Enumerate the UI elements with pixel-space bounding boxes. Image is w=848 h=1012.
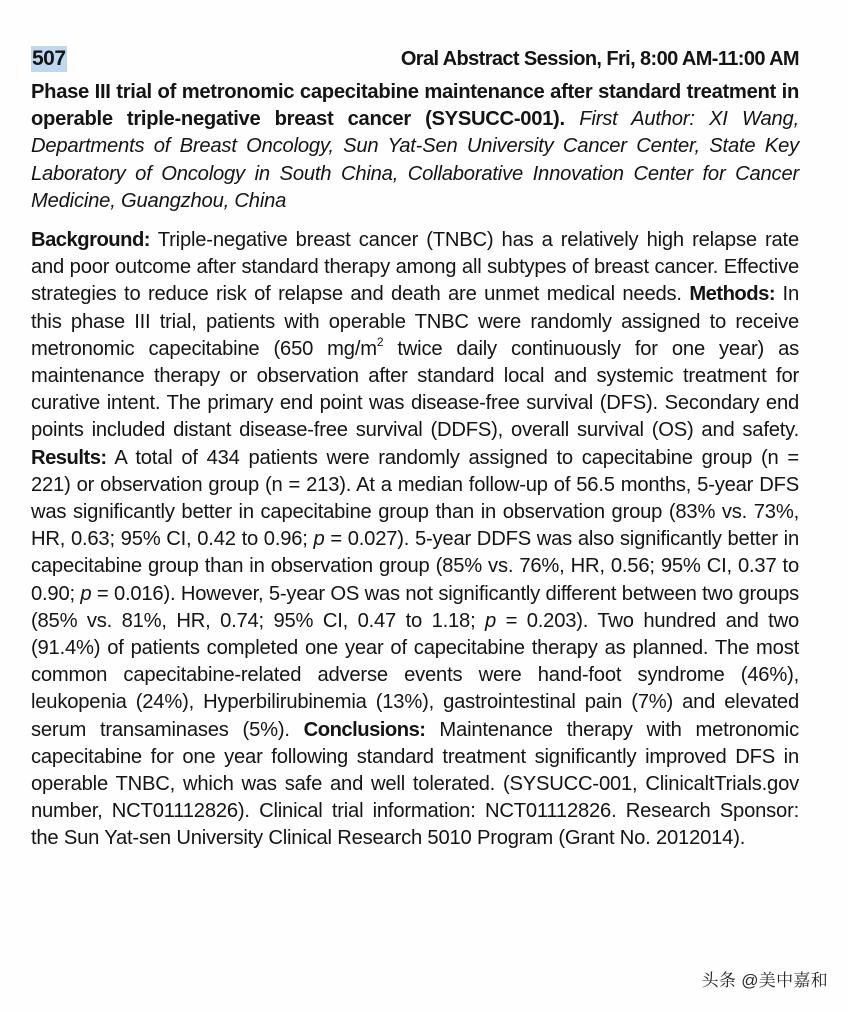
conclusions-label: Conclusions:	[303, 718, 426, 741]
results-text-2: = 0.027). 5-year DDFS was also significantly better in capecitabine group than in observation group (85% vs. 76%, HR, 0.56; 95% CI, 0.37 to 0.90;	[31, 528, 799, 605]
background-text: Triple-negative breast cancer (TNBC) has a relatively high relapse rate and poor outcome after standard therapy among all subtypes of breast cancer. Effective strategies to reduce risk of relapse and death are unmet medical needs.	[31, 229, 799, 306]
abstract-title: Phase III trial of metronomic capecitabine maintenance after standard treatment in operable triple-negative breast cancer (SYSUCC-001).	[31, 81, 799, 131]
author-affiliation: First Author: XI Wang, Departments of Breast Oncology, Sun Yat-Sen University Cancer Center, State Key Laboratory of Oncology in South China, Collaborative Innovation Center for Cancer Medicine, Guangzhou, China	[31, 108, 799, 212]
abstract-page	[31, 40, 799, 853]
methods-label: Methods:	[689, 283, 776, 306]
results-label: Results:	[31, 446, 107, 469]
methods-superscript: 2	[376, 334, 384, 349]
background-label: Background:	[31, 229, 150, 252]
abstract-body	[31, 227, 799, 853]
abstract-number: 507	[32, 47, 66, 70]
title-block	[31, 79, 799, 215]
methods-text: In this phase III trial, patients with operable TNBC were randomly assigned to receive metronomic capecitabine (650 mg/m	[31, 283, 799, 360]
p-value-label: p	[80, 582, 92, 605]
p-value-label: p	[485, 609, 497, 632]
abstract-header	[31, 40, 799, 72]
results-text-4: = 0.203). Two hundred and two (91.4%) of patients completed one year of capecitabine therapy as planned. The most common capecitabine-related adverse events were hand-foot syndrome (46%), leukopenia (24%), Hyperbilirubinemia (13%), gastrointestinal pain (7%) and elevated serum transaminases (5%).	[31, 609, 800, 741]
p-value-label: p	[313, 528, 325, 551]
results-text: A total of 434 patients were randomly assigned to capecitabine group (n = 221) or observation group (n = 213). At a median follow-up of 56.5 months, 5-year DFS was significantly better in capecitabine group than in observation group (83% vs. 73%, HR, 0.63; 95% CI, 0.42 to 0.96;	[31, 446, 799, 551]
results-text-3: = 0.016). However, 5-year OS was not significantly different between two groups (85% vs. 81%, HR, 0.74; 95% CI, 0.47 to 1.18;	[31, 582, 799, 632]
session-info: Oral Abstract Session, Fri, 8:00 AM-11:00 AM	[400, 48, 799, 70]
methods-text-cont: twice daily continuously for one year) as maintenance therapy or observation after standard local and systemic treatment for curative intent. The primary end point was disease-free survival (DFS). Secondary end points included distant disease-free survival (DDFS), overall survival (OS) and safety.	[31, 337, 799, 442]
conclusions-text: Maintenance therapy with metronomic capecitabine for one year following standard treatment significantly improved DFS in operable TNBC, which was safe and well tolerated. (SYSUCC-001, ClinicaltTrials.gov number, NCT01112826). Clinical trial information: NCT01112826. Research Sponsor: the Sun Yat-sen University Clinical Research 5010 Program (Grant No. 2012014).	[31, 718, 799, 850]
watermark: 头条 @美中嘉和	[701, 971, 828, 990]
